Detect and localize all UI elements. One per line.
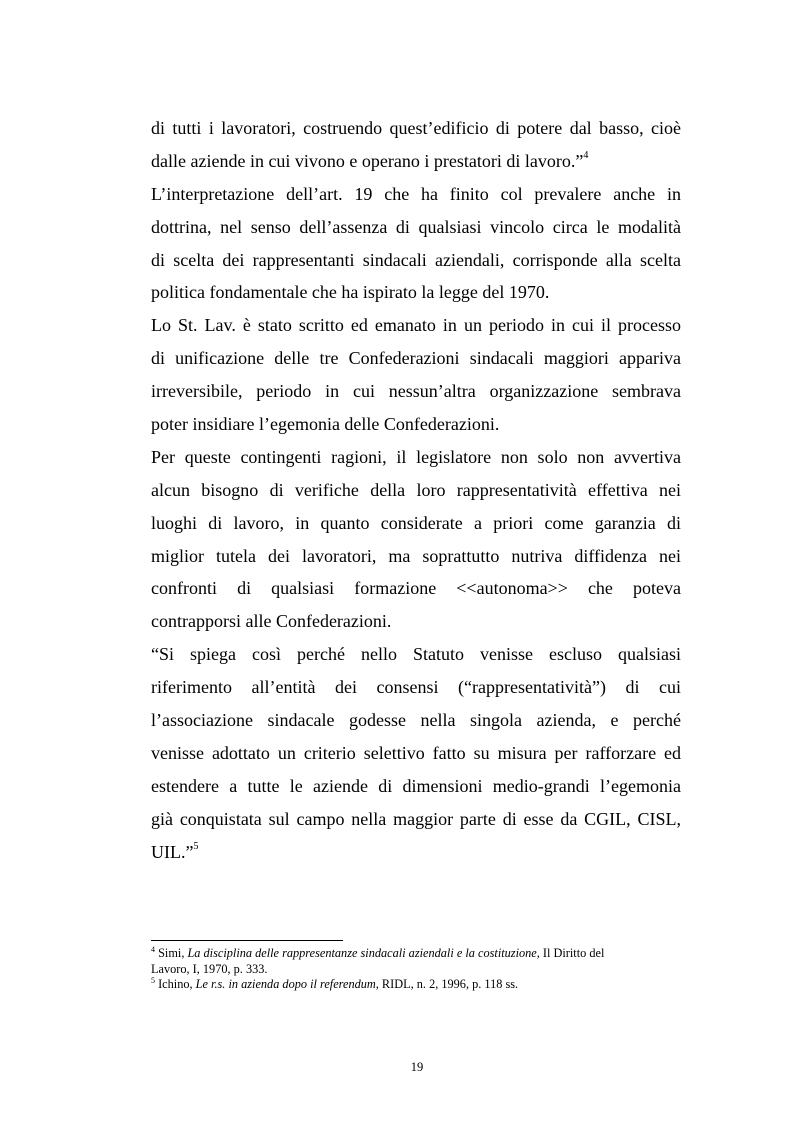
footnote-title: La disciplina delle rappresentanze sindacali aziendali e la costituzione, [187, 946, 540, 960]
footnote-4-continuation: Lavoro, I, 1970, p. 333. [151, 961, 268, 976]
text-line: riferimento all’entità dei consensi (“rappresentatività”) di cui [151, 677, 681, 698]
text-line: Lo St. Lav. è stato scritto ed emanato in un periodo in cui il processo [151, 315, 681, 336]
text-line: di unificazione delle tre Confederazioni sindacali maggiori appariva [151, 348, 681, 369]
footnote-4: $^4$ Simi, La disciplina delle rappresentanze sindacali aziendali e la costituzione, Il Diritto del [151, 945, 605, 960]
main-text [151, 112, 681, 868]
text-line: confronti di qualsiasi formazione <<autonoma>> che poteva [151, 578, 681, 599]
text-line: di tutti i lavoratori, costruendo quest’edificio di potere dal basso, cioè [151, 118, 681, 138]
page-number: 19 [410, 1060, 424, 1074]
footnote-number: 5 [151, 976, 155, 986]
text-line: di scelta dei rappresentanti sindacali aziendali, corrisponde alla scelta [151, 249, 681, 270]
text-line: luoghi di lavoro, in quanto considerate a priori come garanzia di [151, 512, 681, 533]
text-line: già conquistata sul campo nella maggior parte di esse da CGIL, CISL, [151, 808, 681, 829]
text-line: contrapporsi alle Confederazioni. [151, 611, 392, 632]
footnote-ref[interactable]: 4 [583, 149, 589, 161]
text-line: UIL.”$^5$ [151, 840, 199, 862]
text-line: alcun bisogno di verifiche della loro rappresentatività effettiva nei [151, 479, 681, 500]
text-line: miglior tutela dei lavoratori, ma soprattutto nutriva diffidenza nei [151, 545, 681, 566]
text-line: Per queste contingenti ragioni, il legislatore non solo non avvertiva [151, 446, 681, 467]
footnote-number: 4 [151, 945, 155, 954]
text-line: L’interpretazione dell’art. 19 che ha finito col prevalere anche in [151, 183, 681, 204]
text-line: poter insidiare l’egemonia delle Confederazioni. [151, 414, 500, 435]
footnote-ref[interactable]: 5 [193, 840, 199, 852]
footnote-separator [151, 940, 343, 941]
text-line: politica fondamentale che ha ispirato la legge del 1970. [151, 282, 550, 303]
text-line: l’associazione sindacale godesse nella singola azienda, e perché [151, 710, 681, 731]
footnote-5: $^5$ Ichino, Le r.s. in azienda dopo il referendum, RIDL, n. 2, 1996, p. 118 ss. [151, 976, 519, 992]
footnotes [151, 946, 681, 993]
text-line: “Si spiega così perché nello Statuto venisse escluso qualsiasi [151, 644, 681, 665]
text-line: estendere a tutte le aziende di dimensioni medio-grandi l’egemonia [151, 775, 681, 796]
footnote-title: Le r.s. in azienda dopo il referendum, [195, 977, 379, 992]
text-line: dottrina, nel senso dell’assenza di qualsiasi vincolo circa le modalità [151, 216, 681, 237]
text-line: venisse adottato un criterio selettivo fatto su misura per rafforzare ed [151, 742, 681, 763]
text-line: dalle aziende in cui vivono e operano i prestatori di lavoro.”$^4$ [151, 149, 589, 171]
text-line: irreversibile, periodo in cui nessun’altra organizzazione sembrava [151, 381, 681, 402]
